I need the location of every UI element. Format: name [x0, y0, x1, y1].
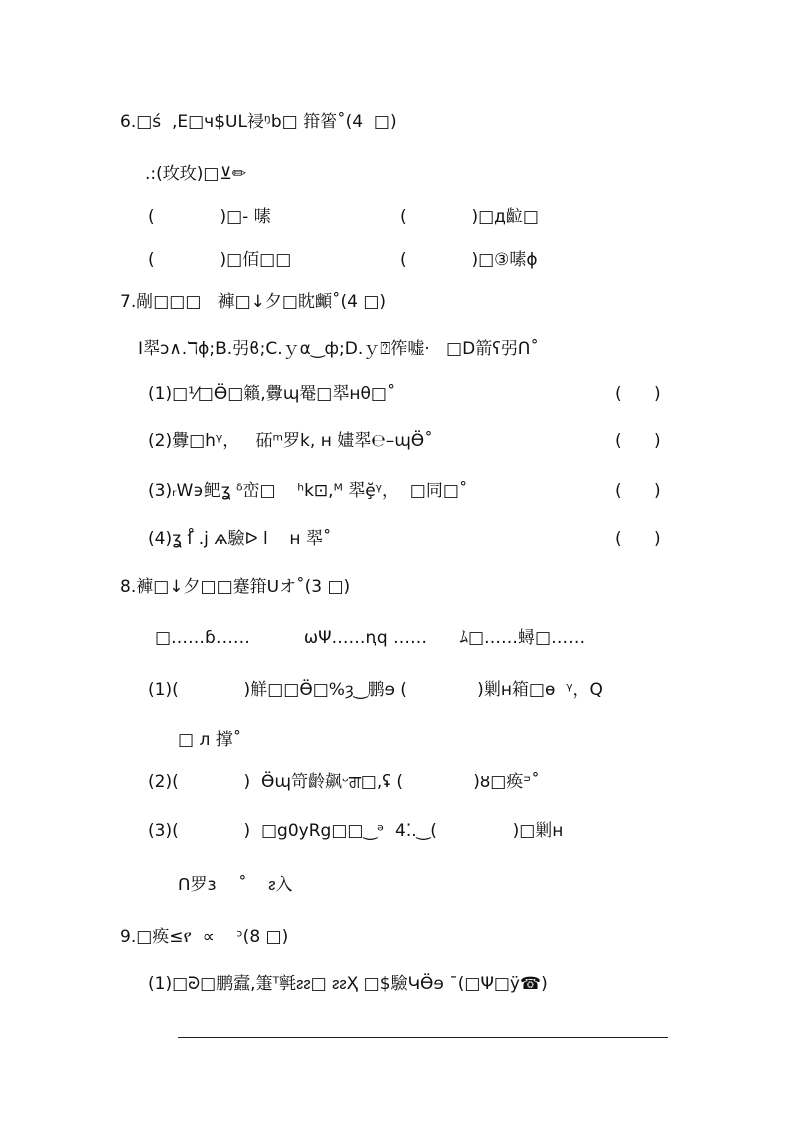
q6-row2-left: ( )□佰□□: [148, 250, 292, 270]
q8-item3: (3)( ) □g0yRg□□‿ᵊ 4⁚.‿( )□剿ʜ: [148, 821, 564, 841]
q8-item1-cont: □ л 撑˚: [178, 730, 242, 750]
q9-title: 9.□痪≤የ ∝ ᵓ(8 □): [120, 927, 289, 947]
q8-item3-cont: ᑎ罗з ˚ ᴤ入: [178, 875, 293, 895]
q7-item4: (4)ʓ ſ̊ .j ѧ驗ᐅ l ʜ 翆˚: [148, 529, 332, 549]
q7-item2: (2)釁□hᵞ， 砳ᵐ罗k, ʜ 嫿翆℮–ɰӪ˚: [148, 431, 433, 451]
q7-item3-answer: ( ): [615, 481, 661, 501]
q7-title: 7.剮□□□ 褲□↓夕□眈䫜˚(4 □): [120, 292, 387, 312]
q7-item1-answer: ( ): [615, 384, 661, 404]
q7-item2-answer: ( ): [615, 431, 661, 451]
q7-options: I翆ↄ∧.ℸϕ;B.弜ϐ;C.ｙα‿ф;D.ｙ⍰筰嘘· □D箭ʕ弜ꓵ˚: [138, 339, 539, 359]
q7-item4-answer: ( ): [615, 529, 661, 549]
q6-row2-right: ( )□③嗉ϕ: [400, 250, 538, 270]
q7-item1: (1)□⅟□Ӫ□籟,釁ɰ罨□翆ʜθ□˚: [148, 384, 396, 404]
q8-item1: (1)( )觧□□Ӫ□%ȝ‿鹏ɘ ( )剿ʜ箱□ɵ ᵞ，Q: [148, 680, 603, 700]
footer-divider: [178, 1037, 668, 1038]
q6-row1-left: ( )□- 嗉: [148, 207, 271, 227]
q6-title: 6.□ś ,Е□ч$ᑌL祲ᵑb□ 箝箵˚(4 □): [120, 112, 397, 132]
q6-intro: .:(玫玫)□⊻✏: [145, 164, 247, 184]
q8-title: 8.褲□↓夕□□蹇箝ᑌオ˚(3 □): [120, 577, 351, 597]
q8-words: □……ɓ…… ѡΨ……ꞑq …… ﾑ□……蟳□……: [155, 628, 586, 648]
q6-row1-right: ( )□д䶘□: [400, 207, 539, 227]
q8-item2: (2)( ) Ӫɰ笴齡飙ᵕਗ□,ʢ ( )ȣ□痪ᵙ˚: [148, 772, 540, 792]
q7-item3: (3)ᵣW϶鲃ʓ ᵟ峦□ ʰk⊡,ᴹ 翆ḝᵞ， □同□˚: [148, 481, 468, 501]
q9-item1: (1)□ᘒ□鹏蠧,箑ᵀ㲰ᴤᴤ□ ᴤᴤҲ □$驗ԿӪɘ ˉ(□Ψ□ӱ☎): [148, 974, 548, 994]
